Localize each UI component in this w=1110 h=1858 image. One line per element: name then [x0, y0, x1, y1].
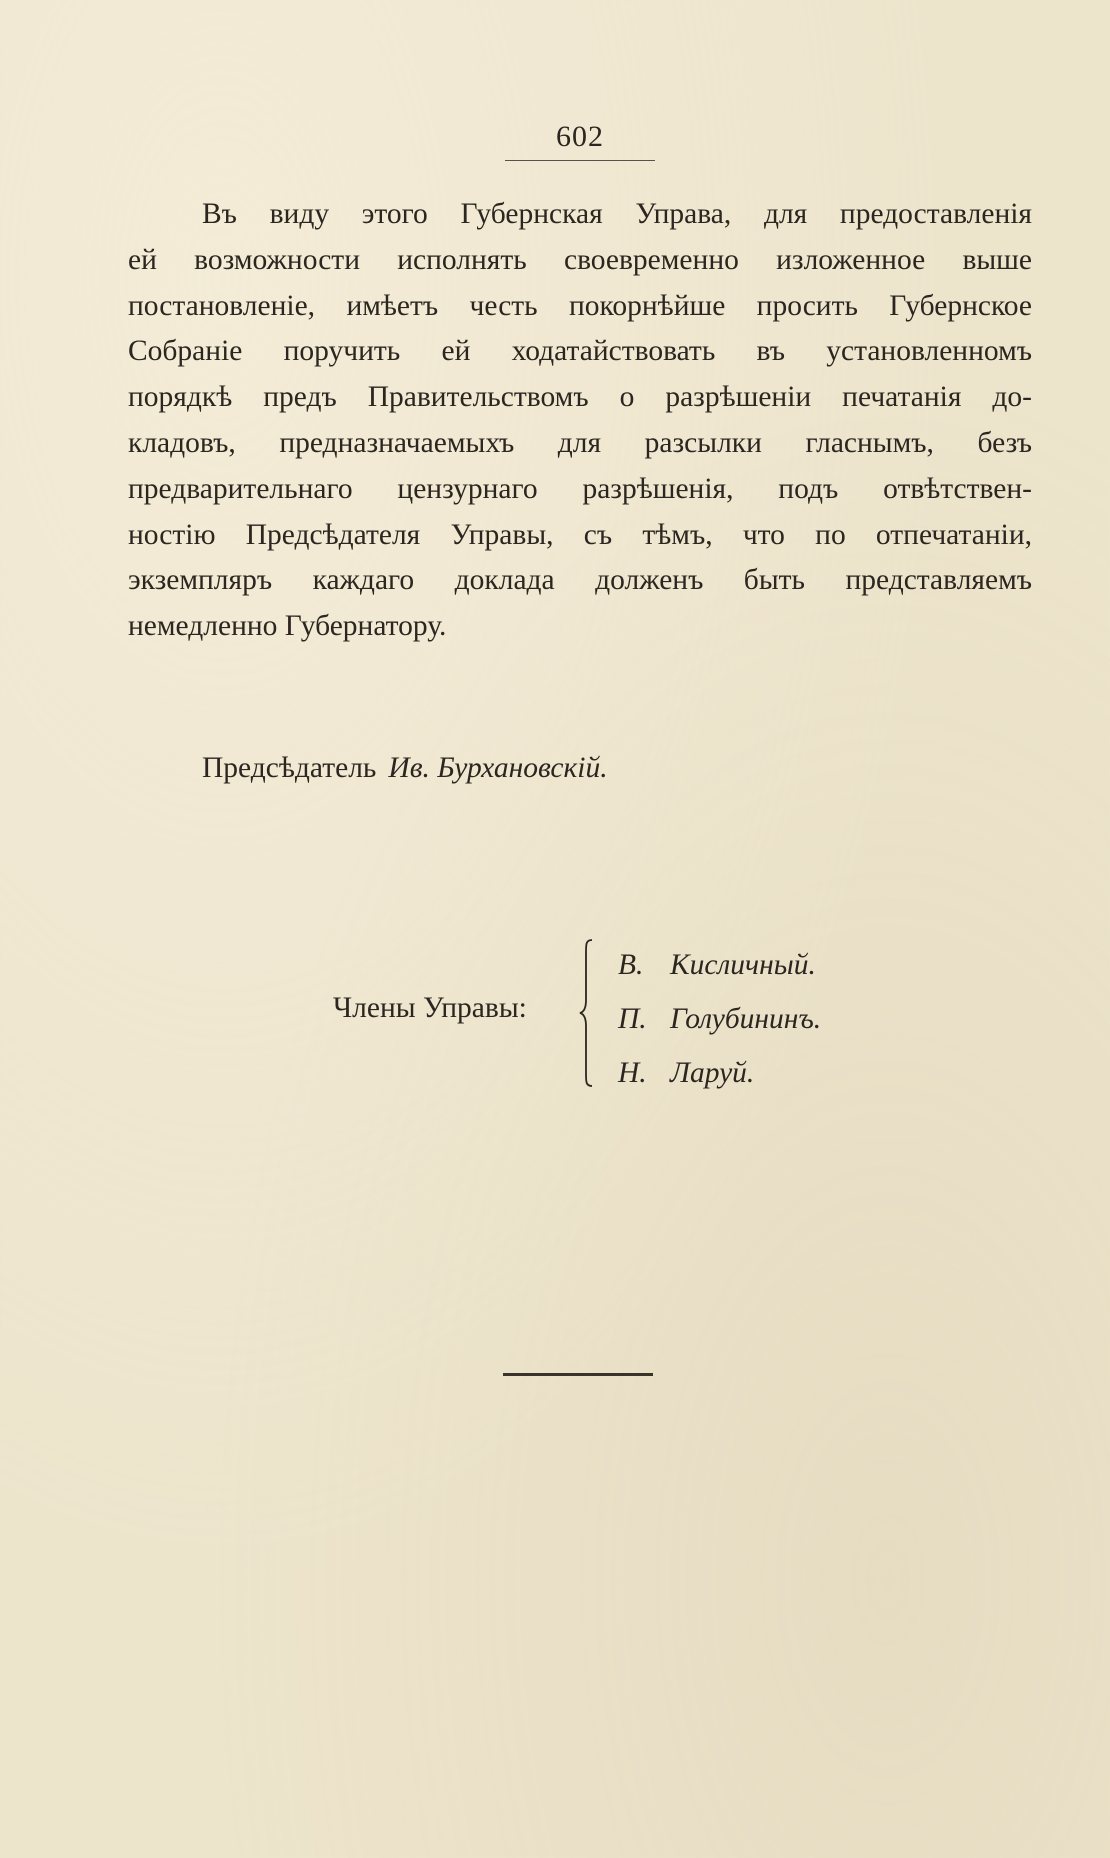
- paragraph-line: кладовъ, предназначаемыхъ для разсылки гласнымъ, безъ: [128, 426, 1032, 459]
- curly-brace: [578, 938, 598, 1088]
- paragraph-line: Собраніе поручить ей ходатайствовать въ установленномъ: [128, 335, 1032, 368]
- paragraph-line: ей возможности исполнять своевременно изложенное выше: [128, 243, 1032, 276]
- member-initial: Н.: [618, 1057, 647, 1089]
- member-item: [618, 1046, 821, 1100]
- chairman-title: Предсѣдатель: [202, 752, 377, 784]
- member-item: [618, 992, 821, 1046]
- header-rule: [505, 160, 655, 161]
- members-list: [618, 938, 821, 1100]
- member-surname: Ларуй.: [670, 1057, 755, 1089]
- paragraph-line: постановленіе, имѣетъ честь покорнѣйше просить Губернское: [128, 289, 1032, 322]
- member-initial: П.: [618, 1003, 647, 1035]
- chairman-signature: [202, 752, 608, 785]
- paragraph-line: немедленно Губернатору.: [128, 610, 447, 643]
- page-number: 602: [556, 120, 604, 153]
- member-surname: Голубининъ.: [670, 1003, 822, 1035]
- paragraph-line: Въ виду этого Губернская Управа, для предоставленія: [202, 198, 1032, 230]
- chairman-name: Ив. Бурхановскій.: [388, 752, 608, 784]
- body-paragraph: [128, 192, 1032, 650]
- member-initial: В.: [618, 949, 644, 981]
- member-item: [618, 938, 821, 992]
- members-label: Члены Управы:: [333, 992, 527, 1024]
- end-rule: [503, 1373, 653, 1376]
- paragraph-line: ностію Предсѣдателя Управы, съ тѣмъ, что по отпечатаніи,: [128, 518, 1032, 551]
- paragraph-line: экземпляръ каждаго доклада долженъ быть представляемъ: [128, 564, 1032, 597]
- member-surname: Кисличный.: [670, 949, 816, 981]
- paragraph-line: порядкѣ предъ Правительствомъ о разрѣшеніи печатанія до-: [128, 381, 1032, 414]
- paragraph-line: предварительнаго цензурнаго разрѣшенія, подъ отвѣтствен-: [128, 472, 1032, 505]
